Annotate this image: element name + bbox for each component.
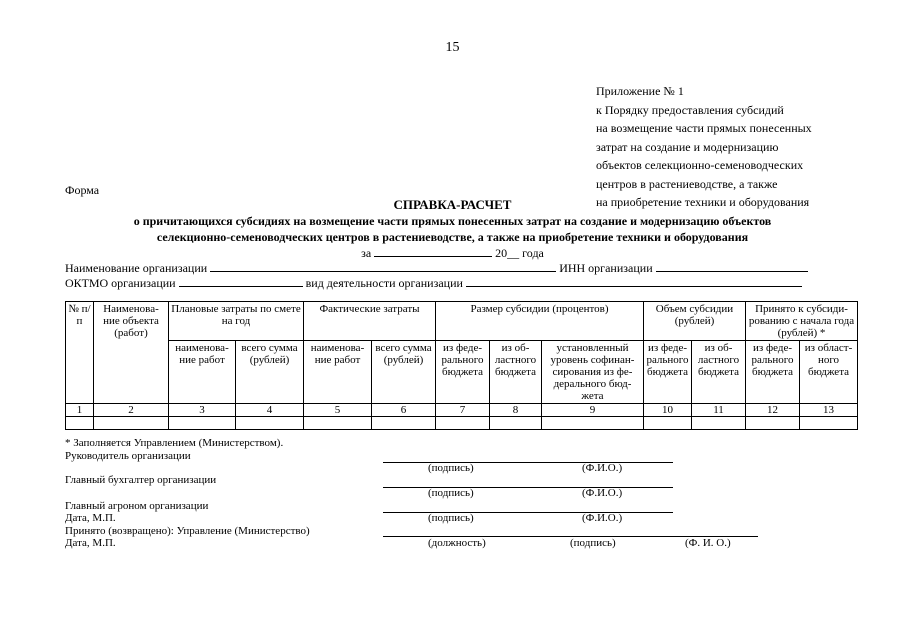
appendix-line: на возмещение части прямых понесенных <box>596 121 812 135</box>
activity-blank[interactable] <box>466 274 802 287</box>
inn-blank[interactable] <box>656 259 808 272</box>
footnote: * Заполняется Управлением (Министерством). <box>65 437 284 449</box>
column-number: 12 <box>746 404 800 417</box>
document-subtitle <box>0 213 905 245</box>
table-cell[interactable] <box>236 417 304 430</box>
table-cell[interactable] <box>66 417 94 430</box>
sig-head-line[interactable] <box>383 462 673 463</box>
subheader-cell: из об-ластного бюджета <box>490 341 542 404</box>
appendix-line: к Порядку предоставления субсидий <box>596 102 784 117</box>
subheader-cell: установленный уровень софинан-сирования из фе-дерального бюд-жета <box>542 341 644 404</box>
header-accepted: Принято к субсиди-рованию с начала года (рублей) * <box>746 302 858 341</box>
subheader-cell: из феде-рального бюджета <box>746 341 800 404</box>
column-number: 11 <box>692 404 746 417</box>
appendix-block <box>596 82 812 212</box>
sig-accountant-sign-caption: (подпись) <box>428 487 474 499</box>
org-name-label: Наименование организации <box>65 261 208 275</box>
sig-accountant-label: Главный бухгалтер организации <box>65 474 217 486</box>
appendix-line: центров в растениеводстве, а также <box>596 176 778 191</box>
column-number: 9 <box>542 404 644 417</box>
table-empty-row <box>66 417 858 430</box>
sig-date-mp: Дата, М.П. <box>65 512 116 524</box>
appendix-line: Приложение № 1 <box>596 84 684 98</box>
subtitle-line-1: о причитающихся субсидиях на возмещение части прямых понесенных затрат на создание и модернизацию объектов <box>133 214 772 228</box>
table-cell[interactable] <box>746 417 800 430</box>
subheader-cell: из област-ного бюджета <box>800 341 858 404</box>
form-label: Форма <box>65 183 100 197</box>
table-header-row <box>66 302 858 341</box>
subheader-cell: из об-ластного бюджета <box>692 341 746 404</box>
sig-accepted-fio-caption: (Ф. И. О.) <box>685 537 731 549</box>
header-planned: Плановые затраты по смете на год <box>169 302 304 341</box>
oktmo-blank[interactable] <box>179 274 303 287</box>
sig-accountant-line[interactable] <box>383 487 673 488</box>
inn-label: ИНН организации <box>559 261 653 275</box>
table-cell[interactable] <box>692 417 746 430</box>
sig-agronomist-line[interactable] <box>383 512 673 513</box>
table-cell[interactable] <box>490 417 542 430</box>
subheader-cell: наименова-ние работ <box>304 341 372 404</box>
period-blank[interactable] <box>374 244 492 257</box>
document-title: СПРАВКА-РАСЧЕТ <box>393 197 512 212</box>
subheader-cell: наименова-ние работ <box>169 341 236 404</box>
period-year-prefix: 20 <box>495 246 508 260</box>
column-number: 8 <box>490 404 542 417</box>
column-number: 5 <box>304 404 372 417</box>
column-number: 13 <box>800 404 858 417</box>
column-number: 4 <box>236 404 304 417</box>
activity-label: вид деятельности организации <box>305 276 463 290</box>
sig-accepted-label: Принято (возвращено): Управление (Министерство) <box>65 525 310 537</box>
appendix-line: затрат на создание и модернизацию <box>596 139 779 154</box>
column-number: 3 <box>169 404 236 417</box>
subsidy-table <box>65 301 858 430</box>
subheader-cell: всего сумма (рублей) <box>372 341 436 404</box>
subheader-cell: всего сумма (рублей) <box>236 341 304 404</box>
sig-accepted-sign-caption: (подпись) <box>570 537 616 549</box>
sig-head-label: Руководитель организации <box>65 450 191 462</box>
page-number: 15 <box>445 40 460 55</box>
column-number: 1 <box>66 404 94 417</box>
subheader-cell: из феде-рального бюджета <box>436 341 490 404</box>
appendix-line: на приобретение техники и оборудования <box>596 195 810 209</box>
column-number: 2 <box>94 404 169 417</box>
sig-date-mp-2: Дата, М.П. <box>65 537 116 549</box>
table-cell[interactable] <box>169 417 236 430</box>
subheader-cell: из феде-рального бюджета <box>644 341 692 404</box>
header-subsidy-volume: Объем субсидии (рублей) <box>644 302 746 341</box>
table-cell[interactable] <box>94 417 169 430</box>
column-number: 10 <box>644 404 692 417</box>
period-prefix: за <box>361 246 372 260</box>
header-actual: Фактические затраты <box>304 302 436 341</box>
table-cell[interactable] <box>372 417 436 430</box>
oktmo-row <box>65 274 802 291</box>
sig-head-fio-caption: (Ф.И.О.) <box>582 462 623 474</box>
subtitle-line-2: селекционно-семеноводческих центров в растениеводстве, а также на приобретение техники и оборудования <box>156 230 749 244</box>
table-cell[interactable] <box>644 417 692 430</box>
sig-agronomist-label: Главный агроном организации <box>65 500 209 512</box>
sig-head-sign-caption: (подпись) <box>428 462 474 474</box>
table-cell[interactable] <box>436 417 490 430</box>
column-number: 6 <box>372 404 436 417</box>
oktmo-label: ОКТМО организации <box>65 276 176 290</box>
sig-agronomist-sign-caption: (подпись) <box>428 512 474 524</box>
period-year-suffix: __ года <box>507 246 544 260</box>
header-subsidy-size: Размер субсидии (процентов) <box>436 302 644 341</box>
org-name-blank[interactable] <box>210 259 556 272</box>
appendix-line: объектов селекционно-семеноводческих <box>596 158 804 172</box>
sig-agronomist-fio-caption: (Ф.И.О.) <box>582 512 623 524</box>
sig-position-caption: (должность) <box>428 537 486 549</box>
table-numbers-row <box>66 404 858 417</box>
table-subheader-row <box>66 341 858 404</box>
table-cell[interactable] <box>800 417 858 430</box>
column-number: 7 <box>436 404 490 417</box>
table-cell[interactable] <box>304 417 372 430</box>
sig-accountant-fio-caption: (Ф.И.О.) <box>582 487 623 499</box>
header-num: № п/п <box>66 302 94 404</box>
table-cell[interactable] <box>542 417 644 430</box>
header-object: Наименова-ние объекта (работ) <box>94 302 169 404</box>
